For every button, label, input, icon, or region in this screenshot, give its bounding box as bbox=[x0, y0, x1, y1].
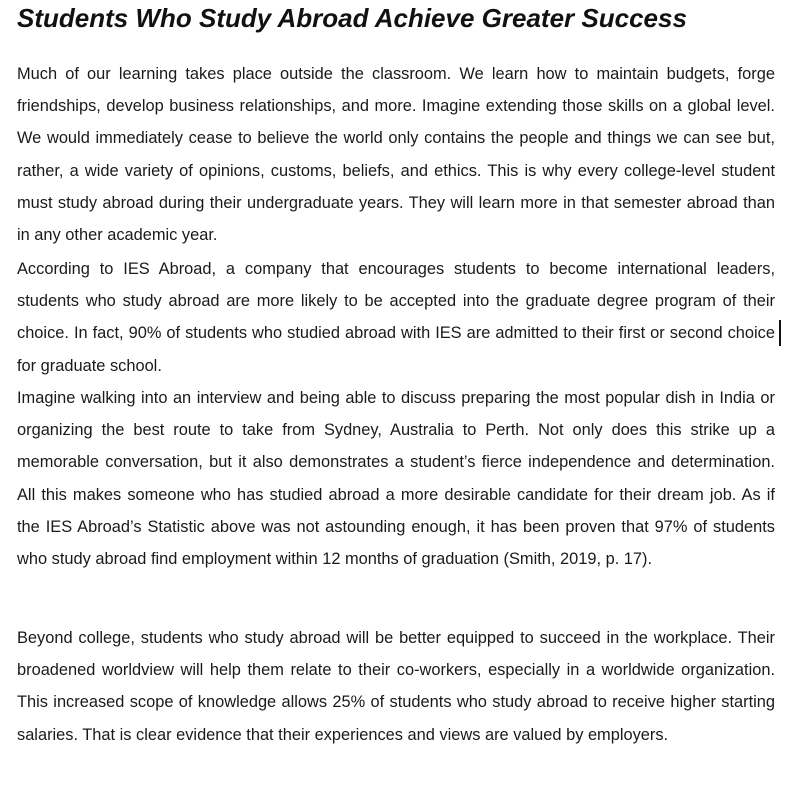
paragraph-intro: Much of our learning takes place outside the classroom. We learn how to maintain budgets, forge friendships, develop business relationships, and more. Imagine extending those skills on a global level. We would immediately cease to believe the world only contains the people and things we can see but, rather, a wide variety of opinions, customs, beliefs, and ethics. This is why every college-level student must study abroad during their undergraduate years. They will learn more in that semester abroad than in any other academic year. bbox=[17, 65, 775, 245]
paragraph-interview: Imagine walking into an interview and being able to discuss preparing the most popular dish in India or organizing the best route to take from Sydney, Australia to Perth. Not only does this strike up a memorable conversation, but it also demonstrates a student’s fierce independence and determination. All this makes someone who has studied abroad a more desirable candidate for their dream job. As if the IES Abroad’s Statistic above was not astounding enough, it has been proven that 97% of students who study abroad find employment within 12 months of graduation (Smith, 2019, p. 17). bbox=[17, 389, 775, 569]
paragraph-workplace: Beyond college, students who study abroad will be better equipped to succeed in the workplace. Their broadened worldview will help them relate to their co-workers, especially in a worldwide organization. This increased scope of knowledge allows 25% of students who study abroad to receive higher starting salaries. That is clear evidence that their experiences and views are valued by employers. bbox=[17, 629, 775, 744]
text-cursor bbox=[779, 320, 781, 346]
article-title: Students Who Study Abroad Achieve Greater Success bbox=[17, 3, 687, 33]
paragraph-ies-statistic: According to IES Abroad, a company that encourages students to become international leaders, students who study abroad are more likely to be accepted into the graduate degree program of their choice. In fact, 90% of students who studied abroad with IES are admitted to their first or second choice for graduate school. bbox=[17, 260, 775, 375]
